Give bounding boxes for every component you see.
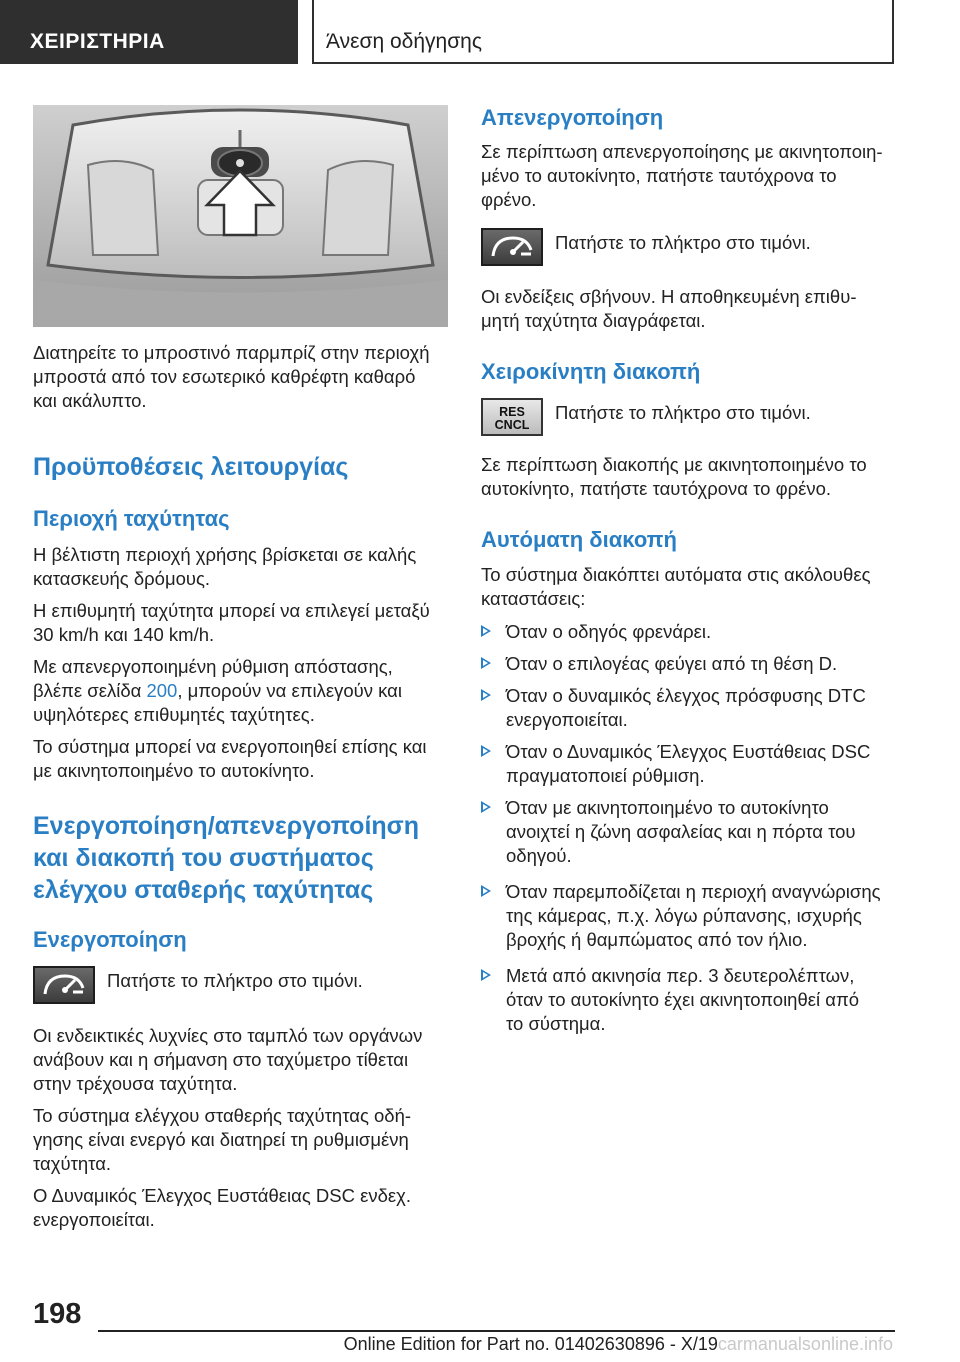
- speed-paragraph-2: Η επιθυμητή ταχύτητα μπορεί να επιλεγεί μεταξύ 30 km/h και 140 km/h.: [33, 600, 430, 645]
- header-chapter-tab: [312, 0, 894, 64]
- cruise-control-button-icon: [481, 228, 543, 266]
- press-button-text: Πατήστε το πλήκτρο στο τιμόνι.: [107, 970, 363, 991]
- page-number: 198: [33, 1298, 82, 1330]
- page-reference-link[interactable]: 200: [146, 680, 178, 701]
- speed-paragraph-1: Η βέλτιστη περιοχή χρήσης βρίσκεται σε καλής κατασκευής δρόμους.: [33, 544, 417, 589]
- heading-manual-interrupt: Χειροκίνητη διακοπή: [481, 359, 701, 384]
- heading-speed-range: Περιοχή ταχύτητας: [33, 506, 230, 531]
- mirror-caption: Διατηρείτε το μπροστινό παρμπρίζ στην περιοχή μπροστά από τον εσωτερικό καθρέφτη καθαρό και ακάλυπτο.: [33, 342, 430, 411]
- heading-deactivation: Απενεργοποίηση: [481, 105, 664, 130]
- press-button-text: Πατήστε το πλήκτρο στο τιμόνι.: [555, 232, 811, 253]
- heading-activation-section: Ενεργοποίηση/απενεργοποίηση και διακοπή του συστήματος ελέγχου σταθερής ταχύτητας: [33, 812, 420, 904]
- heading-requirements: Προϋποθέσεις λειτουργίας: [33, 453, 349, 481]
- press-button-text: Πατήστε το πλήκτρο στο τιμόνι.: [555, 402, 811, 423]
- auto-interrupt-paragraph: Το σύστημα διακόπτει αυτόματα στις ακόλουθες καταστάσεις:: [481, 564, 871, 609]
- activation-paragraph-3: Ο Δυναμικός Έλεγχος Ευστάθειας DSC ενδεχ. ενεργοποιείται.: [33, 1185, 411, 1230]
- header-section-title: ΧΕΙΡΙΣΤΗΡΙΑ: [30, 30, 165, 53]
- speedometer-icon: [35, 968, 93, 1002]
- cruise-control-button-icon: [33, 966, 95, 1004]
- activation-paragraph-1: Οι ενδεικτικές λυχνίες στο ταμπλό των οργάνων ανάβουν και η σήμανση στο ταχύμετρο τίθεται στην τρέχουσα ταχύτητα.: [33, 1025, 423, 1094]
- bullet-triangle-icon: [481, 625, 491, 637]
- bullet-triangle-icon: [481, 689, 491, 701]
- res-label: RES: [499, 405, 525, 419]
- bullet-triangle-icon: [481, 885, 491, 897]
- header-chapter-title: Άνεση οδήγησης: [326, 30, 482, 53]
- deactivation-paragraph-1: Σε περίπτωση απενεργοποίησης με ακινητοποιη- μένο το αυτοκίνητο, πατήστε ταυτόχρονα το φρένο.: [481, 141, 883, 210]
- deactivation-paragraph-2: Οι ενδείξεις σβήνουν. Η αποθηκευμένη επιθυ- μητή ταχύτητα διαγράφεται.: [481, 286, 857, 331]
- cncl-label: CNCL: [494, 418, 530, 432]
- watermark-text: carmanualsonline.info: [717, 1334, 893, 1354]
- header-section-tab: [0, 0, 298, 64]
- speed-paragraph-4: Το σύστημα μπορεί να ενεργοποιηθεί επίσης και με ακινητοποιημένο το αυτοκίνητο.: [33, 736, 427, 781]
- speed-paragraph-3: Με απενεργοποιημένη ρύθμιση απόστασης, βλέπε σελίδα 200, μπορούν να επιλεγούν και υψηλότερες επιθυμητές ταχύτητες.: [33, 656, 402, 725]
- activation-paragraph-2: Το σύστημα ελέγχου σταθερής ταχύτητας οδή- γησης είναι ενεργό και διατηρεί τη ρυθμισμένη ταχύτητα.: [33, 1105, 412, 1174]
- bullet-triangle-icon: [481, 657, 491, 669]
- speedometer-icon: [483, 230, 541, 264]
- heading-auto-interrupt: Αυτόματη διακοπή: [481, 527, 677, 552]
- bullet-triangle-icon: [481, 745, 491, 757]
- res-cncl-button-icon: [481, 398, 543, 436]
- footer-edition: [0, 1334, 893, 1355]
- heading-activation: Ενεργοποίηση: [33, 927, 187, 952]
- windshield-camera-photo: [33, 105, 448, 327]
- bullet-triangle-icon: [481, 969, 491, 981]
- edition-text: Online Edition for Part no. 01402630896 - X/19: [343, 1334, 718, 1354]
- manual-interrupt-paragraph: Σε περίπτωση διακοπής με ακινητοποιημένο το αυτοκίνητο, πατήστε ταυτόχρονα το φρένο.: [481, 454, 867, 499]
- bullet-triangle-icon: [481, 801, 491, 813]
- footer-divider: [98, 1330, 895, 1332]
